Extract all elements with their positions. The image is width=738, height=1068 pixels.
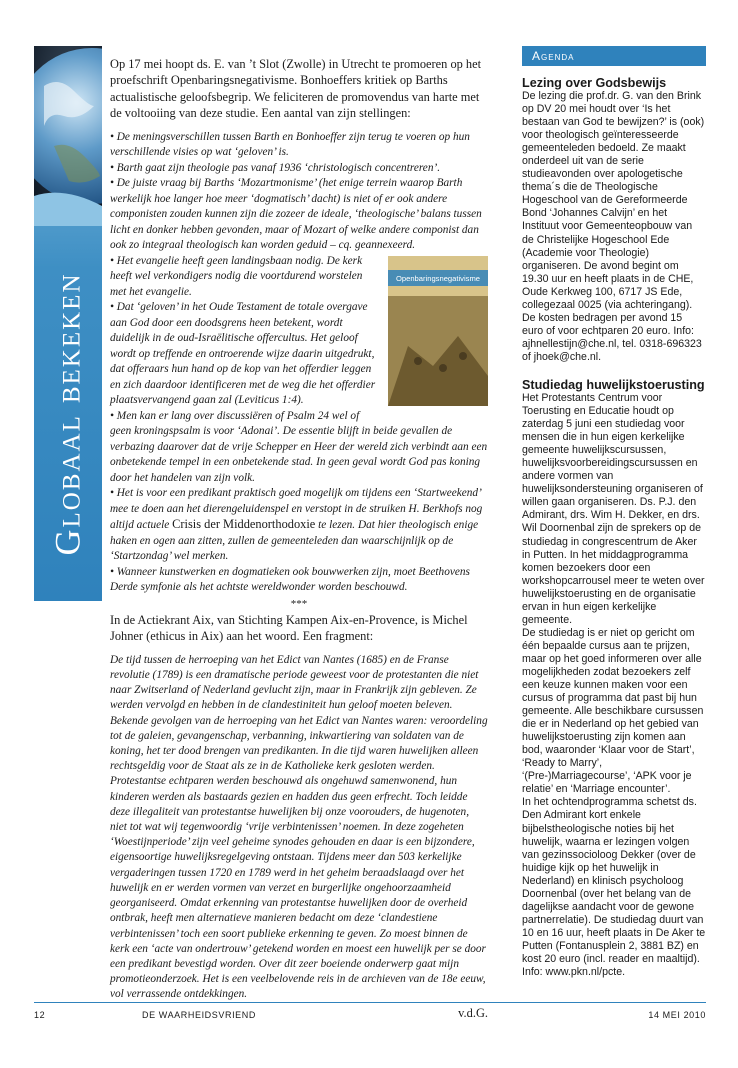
agenda-header: Agenda bbox=[522, 46, 706, 66]
agenda-item-body: De lezing die prof.dr. G. van den Brink op DV 20 mei houdt over ‘Is het bestaan van God te bewijzen?’ is (ook) voor theologisch geïnteresseerde gemeenteleden bedoeld. Ze maakt onderdeel uit van de serie studieavonden over apologetische thema´s die de Theologische Hogeschool van de Gereformeerde Bond ‘Johannes Calvijn’ en het Instituut voor Gemeenteopbouw van de Christelijke Hogeschool Ede (Academie voor Theologie) organiseren. De avond begint om 19.30 uur en heeft plaats in de CHE, Oude Kerkweg 100, 6717 JS Ede, collegezaal 0025 (via achteringang). De kosten bedragen per avond 15 euro of voor echtparen 20 euro. Info: ajhnellestijn@che.nl, tel. 0318-696323 of jhoek@che.nl. bbox=[522, 90, 705, 363]
page-number: 12 bbox=[34, 1010, 46, 1020]
thesis-item: • Het is voor een predikant praktisch goed mogelijk om tijdens een ‘Startweekend’ mee te doen aan het dierengeluidenspel en verstopt in de struiken H. Berkhofs nog altijd actuele Crisis der Middenorthodoxie te lezen. Dat hier theologisch enige haken en ogen aan zitten, zullen de gemeenteleden dan waarschijnlijk op de ‘Startzondag’ wel merken. bbox=[110, 487, 483, 563]
section-banner bbox=[34, 46, 102, 601]
agenda-item-title: Studiedag huwelijkstoerusting bbox=[522, 377, 705, 392]
globe-image bbox=[34, 46, 102, 226]
book-cover bbox=[388, 256, 488, 406]
signature: v.d.G. bbox=[458, 1005, 488, 1020]
thesis-item: • Barth gaat zijn theologie pas vanaf 1936 ‘christologisch concentreren’. bbox=[110, 161, 441, 174]
thesis-text: • De juiste vraag bij Barths ‘Mozartmonisme’ (het enige terrein waarop Barth werkelijk hoe langer hoe meer ‘dogmatisch’ dacht) is niet of er ook andere componisten zouden kunnen zijn die zozeer de ideale, ‘theologische’ balans tussen licht en donker hebben gevonden, maar of Mozart of welke andere componist dan ook zo integraal theologisch kan worden geduid – cq. geannexeerd. bbox=[110, 177, 482, 252]
separator: *** bbox=[290, 597, 308, 610]
thesis-item: • Men kan er lang over discussiëren of Psalm 24 wel of geen kroningspsalm is voor ‘Adonai’. De essentie blijft in beide gevallen de verbazing daarover dat de vrije Schepper en Heer der wereld zich verbindt aan een onbetekende tempel in een onbetekende stad. In geen geval wordt God pas koning door het handelen van zijn volk. bbox=[110, 409, 488, 484]
aix-intro: In de Actiekrant Aix, van Stichting Kampen Aix-en-Provence, is Michel Johner (ethicus in Aix) aan het woord. Een fragment: bbox=[110, 613, 468, 644]
publication-name: DE WAARHEIDSVRIEND bbox=[142, 1010, 256, 1020]
thesis-item: • De meningsverschillen tussen Barth en Bonhoeffer zijn terug te voeren op hun verschillende visies op wat ‘geloven’ is. bbox=[110, 130, 470, 159]
thesis-item bbox=[110, 176, 488, 254]
thesis-list bbox=[110, 130, 488, 596]
intro-paragraph: Op 17 mei hoopt ds. E. van ’t Slot (Zwolle) in Utrecht te promoeren op het proefschrift Openbaringsnegativisme. Bonhoeffers kritiek op Barths actualistische geloofsbegrip. We feliciteren de promovendus van harte met de voltooiing van deze studie. Een aantal van zijn stellingen: bbox=[110, 57, 482, 121]
agenda-item-title: Lezing over Godsbewijs bbox=[522, 76, 667, 90]
thesis-item: • Dat ‘geloven’ in het Oude Testament de totale overgave aan God door een doodsgrens heen betekent, wordt duidelijk in de oud-Israëlitische offercultus. Het geloof wordt op treffende en ontroerende wijze daarin uitgedrukt, dat offeraars hun hand op de kop van het offerdier leggen en zich daardoor identificeren met de weg die het offerdier plaatsvervangend gaan zal (Leviticus 1:4). bbox=[110, 301, 376, 407]
agenda-sidebar bbox=[522, 46, 706, 979]
footer-rule bbox=[34, 1002, 706, 1003]
agenda-item-body: Het Protestants Centrum voor Toerusting en Educatie houdt op zaterdag 5 juni een studiedag voor mensen die in hun eigen kerkelijke gemeente huwelijkscursussen, huwelijksvoorbereidingscursussen en andere vormen van huwelijksondersteuning organiseren of willen gaan organiseren. Ds. P.J. den Admirant, drs. Wim H. Dekker, en drs. Wil Doornenbal zijn de sprekers op de studiedag in congrescentrum de Aker in Putten. In het middagprogramma komen bezoekers door een workshopcarrousel meer te weten over huwelijkstoerusting en de organisatie ervan in hun eigen kerkelijke gemeente. bbox=[522, 391, 705, 626]
book-title: Crisis der Middenorthodoxie bbox=[172, 517, 316, 532]
thesis-item: • Wanneer kunstwerken en dogmatieken ook bouwwerken zijn, moet Beethovens Derde symfonie als het achtste wereldwonder worden beschouwd. bbox=[110, 565, 470, 594]
agenda-item-info: Info: www.pkn.nl/pcte. bbox=[522, 966, 626, 979]
agenda-item-body: De studiedag is er niet op gericht om één bepaalde cursus aan te prijzen, maar op het goed informeren over alle mogelijkheden zodat bezoekers zelf een keuze kunnen maken voor een cursus of programma dat past bij hun gemeente. Alle beschikbare cursussen die er in Nederland op het gebied van huwelijkstoerusting zijn komen aan bod, waaronder ‘Klaar voor de Start’, ‘Ready to Marry’, ‘(Pre-)Marriagecourse’, ‘APK voor je relatie’ en ‘Marriage encounter’. bbox=[522, 626, 704, 796]
book-cover-title: Openbaringsnegativisme bbox=[395, 273, 480, 283]
main-article bbox=[110, 56, 488, 1021]
agenda-item-body: In het ochtendprogramma schetst ds. Den Admirant kort enkele bijbelstheologische noties bij het huwelijk, waarna er lezingen volgen van gezinssocioloog Dekker (over de huidige kijk op het huwelijk in Nederland) en klinisch psycholoog Doornenbal (over het belang van de dagelijkse aandacht voor de gewone partnerrelatie). De studiedag duurt van 10 en 16 uur, heeft plaats in De Aker te Putten (Fontanusplein 2, 3881 BZ) en kost 20 euro (incl. reader en maaltijd). bbox=[522, 796, 706, 965]
quote-fragment: De tijd tussen de herroeping van het Edict van Nantes (1685) en de Franse revolutie (1789) is een dramatische periode geweest voor de protestanten die niet naar Zwitserland of Nederland gevlucht zijn, maar in Frankrijk zijn gebleven. Ze werden vervolgd en hebben in de clandestiniteit hun geloof moeten beleven. Bekende gevolgen van de herroeping van het Edict van Nantes waren: veroordeling tot de galeien, gevangenschap, verbanning, inkwartiering van soldaten van de koning, het ter dood brengen van predikanten. In die tijd waren huwelijken alleen rechtsgeldig voor de Staat als ze in de Katholieke kerk gesloten werden. Protestantse echtparen werden beschouwd als ongehuwd samenwonend, hun kinderen werden als bastaards gezien en hadden dus geen erfrecht. Toch leidde deze illegaliteit van protestantse huwelijken bij onze voorouders, de hugenoten, niet tot wat wij tegenwoordig ‘vrije verbintenissen’ noemen. In deze zogeheten ‘Woestijnperiode’ zijn veel geheime synodes gehouden en daar is een bijzondere, eigensoortige huwelijksregelgeving ontstaan. Tijdens meer dan 503 kerkelijke vergaderingen tussen 1720 en 1789 werd in het geheim beraadslaagd over het huwelijk en er werden vormen van verzet en burgerlijke ongehoorzaamheid georganiseerd. Omdat erkenning van protestantse huwelijken door de overheid ontbrak, heeft men alternatieve manieren bedacht om deze ‘clandestiene verbintenissen’ toch een soort publieke erkenning te geven. Zo moest binnen de kerk een ‘acte van ondertrouw’ getekend worden en moest een huwelijk per se door een predikant bevestigd worden. Over dit zeer boeiende onderwerp gaat mijn promotieonderzoek. Het is een veelbelovende reis in de archieven van de 18e eeuw, vol verrassende ontdekkingen. bbox=[110, 653, 488, 1001]
banner-title: Globaal bekeken bbox=[48, 271, 88, 556]
thesis-item: • Het evangelie heeft geen landingsbaan nodig. De kerk heeft wel verkondigers nodig die voortdurend worstelen met het evangelie. bbox=[110, 254, 363, 298]
issue-date: 14 MEI 2010 bbox=[648, 1010, 706, 1020]
